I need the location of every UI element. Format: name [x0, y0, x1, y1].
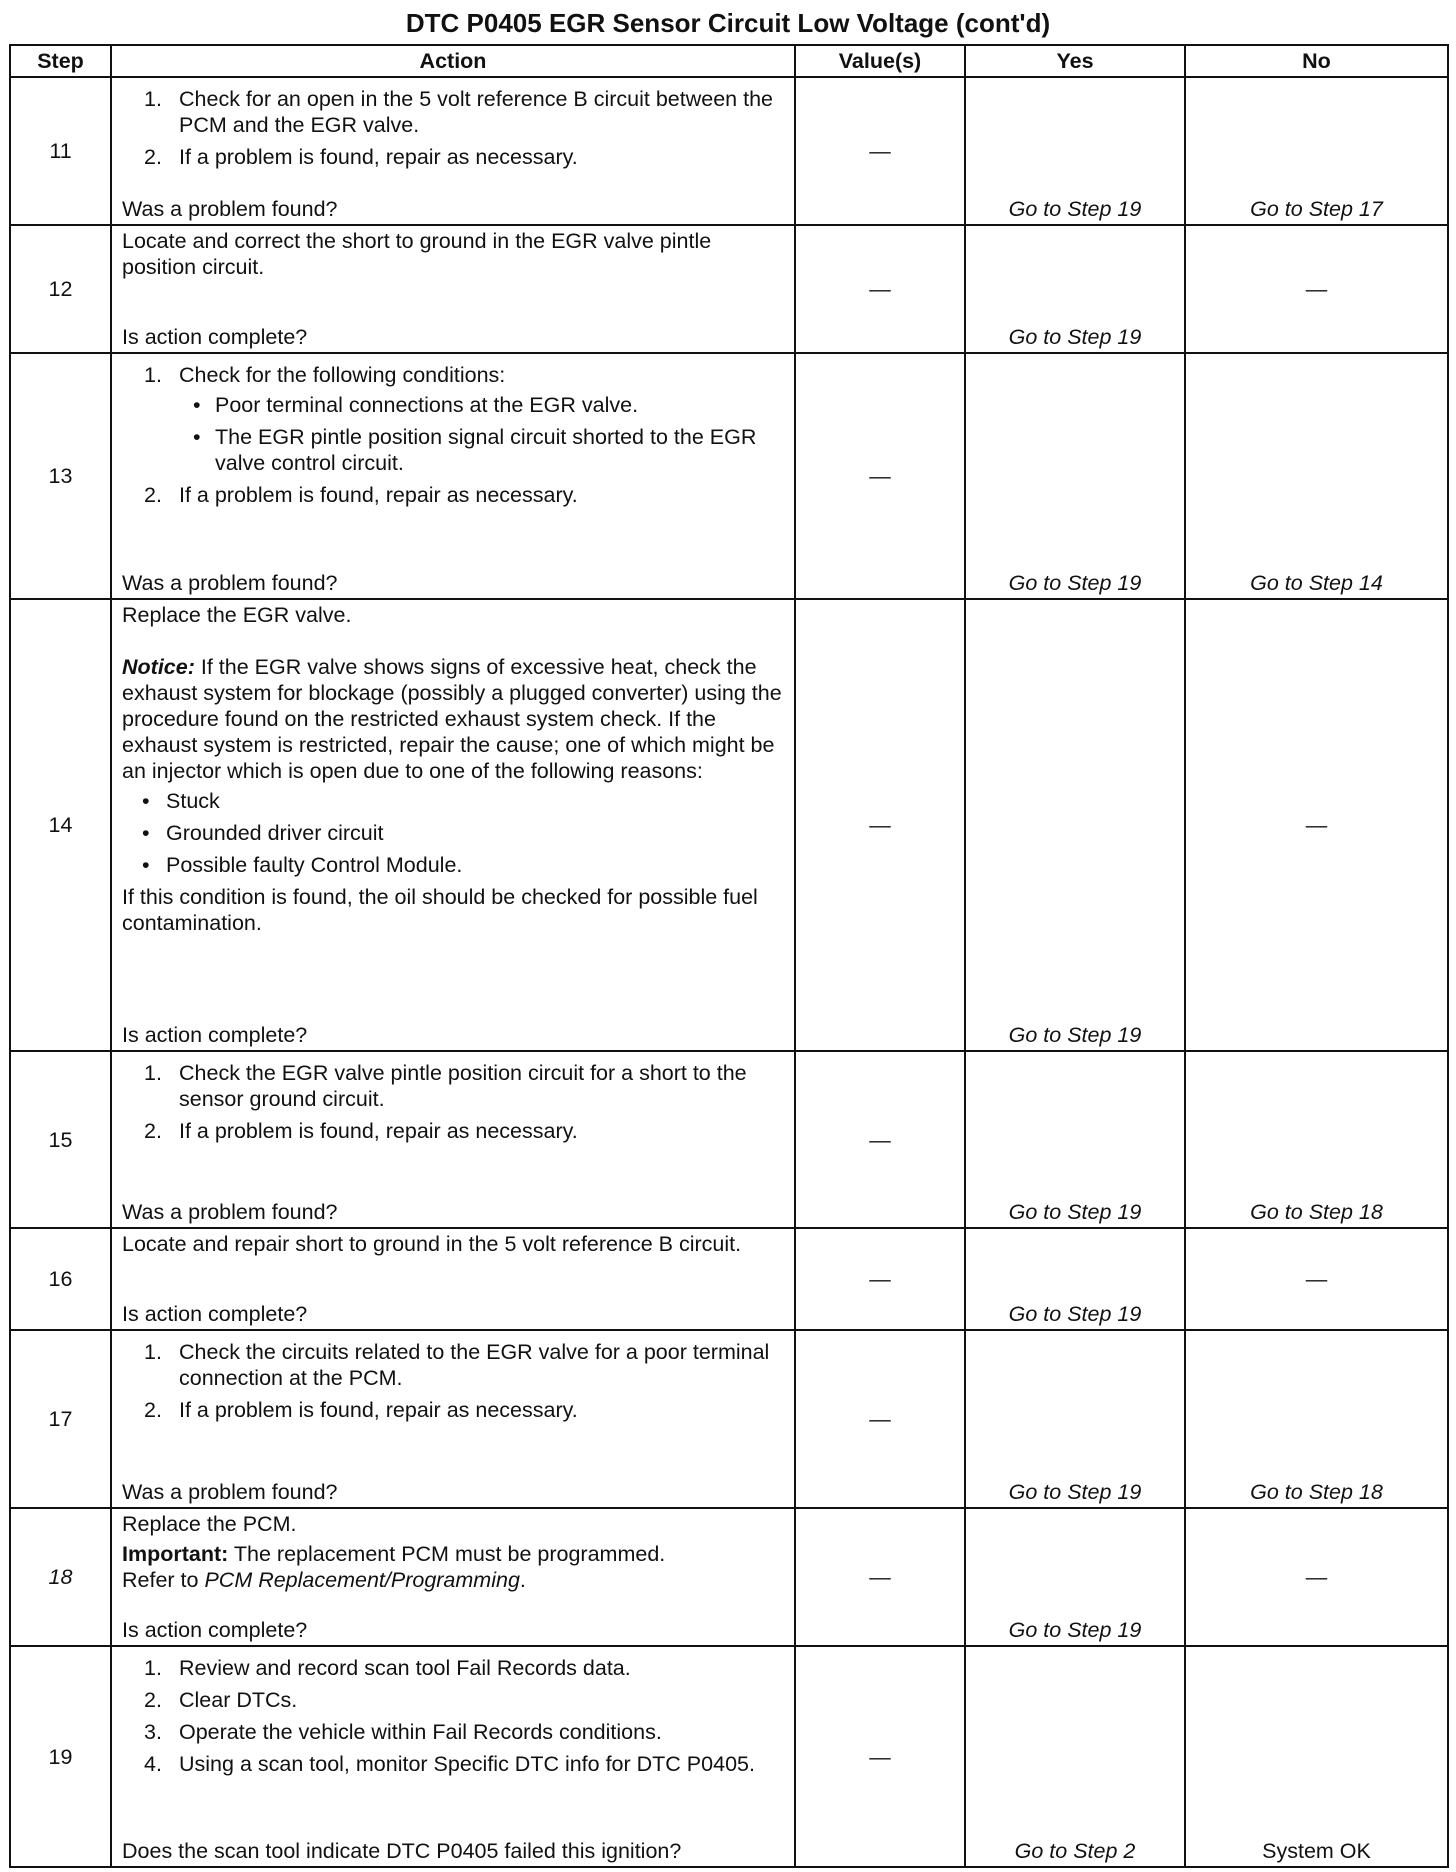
col-header-action: Action [111, 45, 795, 77]
no-target: System OK [1185, 1646, 1448, 1867]
value-cell: — [795, 353, 965, 599]
page-title: DTC P0405 EGR Sensor Circuit Low Voltage (cont'd) [405, 8, 1051, 38]
question-text: Is action complete? [122, 325, 308, 350]
col-header-yes: Yes [965, 45, 1185, 77]
action-cell [111, 1646, 795, 1867]
col-header-no: No [1185, 45, 1448, 77]
yes-target: Go to Step 19 [965, 1330, 1185, 1507]
pcm-replacement-link[interactable]: PCM Replacement/Programming [204, 1567, 520, 1592]
list-item: 2. If a problem is found, repair as necessary. [144, 1118, 578, 1143]
question-text: Was a problem found? [122, 1200, 338, 1225]
bullet-item: • Possible faulty Control Module. [142, 853, 463, 878]
action-text: Replace the EGR valve. [122, 603, 352, 628]
table-row [10, 1508, 1448, 1647]
yes-target: Go to Step 19 [965, 1228, 1185, 1330]
question-text: Was a problem found? [122, 1479, 338, 1504]
value-cell: — [795, 1051, 965, 1228]
list-item: 1. Review and record scan tool Fail Records data. [144, 1656, 631, 1681]
list-item: 2. If a problem is found, repair as necessary. [144, 145, 578, 169]
step-number: 13 [10, 353, 111, 599]
col-header-values: Value(s) [795, 45, 965, 77]
action-cell [111, 77, 795, 225]
list-item: 1. Check for the following conditions: • Poor terminal connections at the EGR valve. • The EGR pintle position signal circuit shorted to the EGR valve control circuit. [122, 362, 784, 476]
no-target: — [1185, 1228, 1448, 1330]
value-cell: — [795, 1508, 965, 1647]
action-cell [111, 599, 795, 1051]
list-item: 2. If a problem is found, repair as necessary. [144, 483, 578, 508]
action-cell [111, 1508, 795, 1647]
action-text: If this condition is found, the oil should be checked for possible fuel contamination. [122, 885, 758, 936]
table-row [10, 77, 1448, 225]
bullet-item: • Poor terminal connections at the EGR valve. [193, 393, 639, 418]
step-number: 11 [10, 77, 111, 225]
list-item: 1. Check the circuits related to the EGR valve for a poor terminal connection at the PCM. [144, 1340, 770, 1391]
list-item: 4. Using a scan tool, monitor Specific DTC info for DTC P0405. [144, 1752, 755, 1777]
no-target: — [1185, 225, 1448, 354]
value-cell: — [795, 225, 965, 354]
action-text: Locate and repair short to ground in the 5 volt reference B circuit. [122, 1232, 742, 1257]
step-number: 15 [10, 1051, 111, 1228]
no-target: — [1185, 599, 1448, 1051]
important-text: Important: The replacement PCM must be programmed. Refer to PCM Replacement/Programming. [122, 1541, 666, 1592]
action-cell [111, 353, 795, 599]
action-cell [111, 1228, 795, 1330]
question-text: Is action complete? [122, 1302, 308, 1327]
list-item: 1. Check the EGR valve pintle position circuit for a short to the sensor ground circuit. [144, 1060, 747, 1111]
question-text: Does the scan tool indicate DTC P0405 failed this ignition? [122, 1839, 682, 1863]
list-item: 1. Check for an open in the 5 volt reference B circuit between the PCM and the EGR valve. [144, 87, 773, 137]
no-target: Go to Step 18 [1185, 1051, 1448, 1228]
no-target: Go to Step 14 [1185, 353, 1448, 599]
yes-target: Go to Step 19 [965, 225, 1185, 354]
list-item: 2. If a problem is found, repair as necessary. [144, 1398, 578, 1423]
question-text: Was a problem found? [122, 196, 338, 221]
no-target: Go to Step 18 [1185, 1330, 1448, 1507]
value-cell: — [795, 1228, 965, 1330]
col-header-step: Step [10, 45, 111, 77]
action-cell [111, 1330, 795, 1507]
table-row [10, 1330, 1448, 1507]
yes-target: Go to Step 19 [965, 1051, 1185, 1228]
table-row [10, 225, 1448, 354]
bullet-item: • Grounded driver circuit [142, 821, 384, 846]
action-cell [111, 225, 795, 354]
step-number: 18 [10, 1508, 111, 1647]
no-target: — [1185, 1508, 1448, 1647]
value-cell: — [795, 599, 965, 1051]
no-target: Go to Step 17 [1185, 77, 1448, 225]
table-row [10, 1051, 1448, 1228]
action-text: Locate and correct the short to ground in the EGR valve pintle position circuit. [122, 228, 712, 279]
table-row [10, 1228, 1448, 1330]
question-text: Is action complete? [122, 1618, 308, 1643]
step-number: 14 [10, 599, 111, 1051]
question-text: Is action complete? [122, 1022, 308, 1047]
step-number: 16 [10, 1228, 111, 1330]
diagnostic-table [9, 44, 1449, 1868]
value-cell: — [795, 1646, 965, 1867]
step-number: 12 [10, 225, 111, 354]
table-row [10, 1646, 1448, 1867]
value-cell: — [795, 1330, 965, 1507]
action-cell [111, 1051, 795, 1228]
yes-target: Go to Step 19 [965, 77, 1185, 225]
value-cell: — [795, 77, 965, 225]
step-number: 17 [10, 1330, 111, 1507]
table-row [10, 353, 1448, 599]
list-item: 2. Clear DTCs. [144, 1688, 298, 1713]
notice-text: Notice: If the EGR valve shows signs of excessive heat, check the exhaust system for blockage (possibly a plugged converter) using the procedure found on the restricted exhaust system check. If the exhaust system is restricted, repair the cause; one of which might be an injector which is open due to one of the following reasons: [122, 655, 782, 784]
step-number: 19 [10, 1646, 111, 1867]
yes-target: Go to Step 19 [965, 353, 1185, 599]
list-item: 3. Operate the vehicle within Fail Records conditions. [144, 1720, 662, 1745]
bullet-item: • The EGR pintle position signal circuit shorted to the EGR valve control circuit. [193, 425, 757, 476]
yes-target: Go to Step 2 [965, 1646, 1185, 1867]
yes-target: Go to Step 19 [965, 599, 1185, 1051]
question-text: Was a problem found? [122, 571, 338, 596]
table-row [10, 599, 1448, 1051]
action-text: Replace the PCM. [122, 1511, 297, 1536]
bullet-item: • Stuck [142, 789, 220, 814]
yes-target: Go to Step 19 [965, 1508, 1185, 1647]
table-header-row [10, 45, 1448, 77]
